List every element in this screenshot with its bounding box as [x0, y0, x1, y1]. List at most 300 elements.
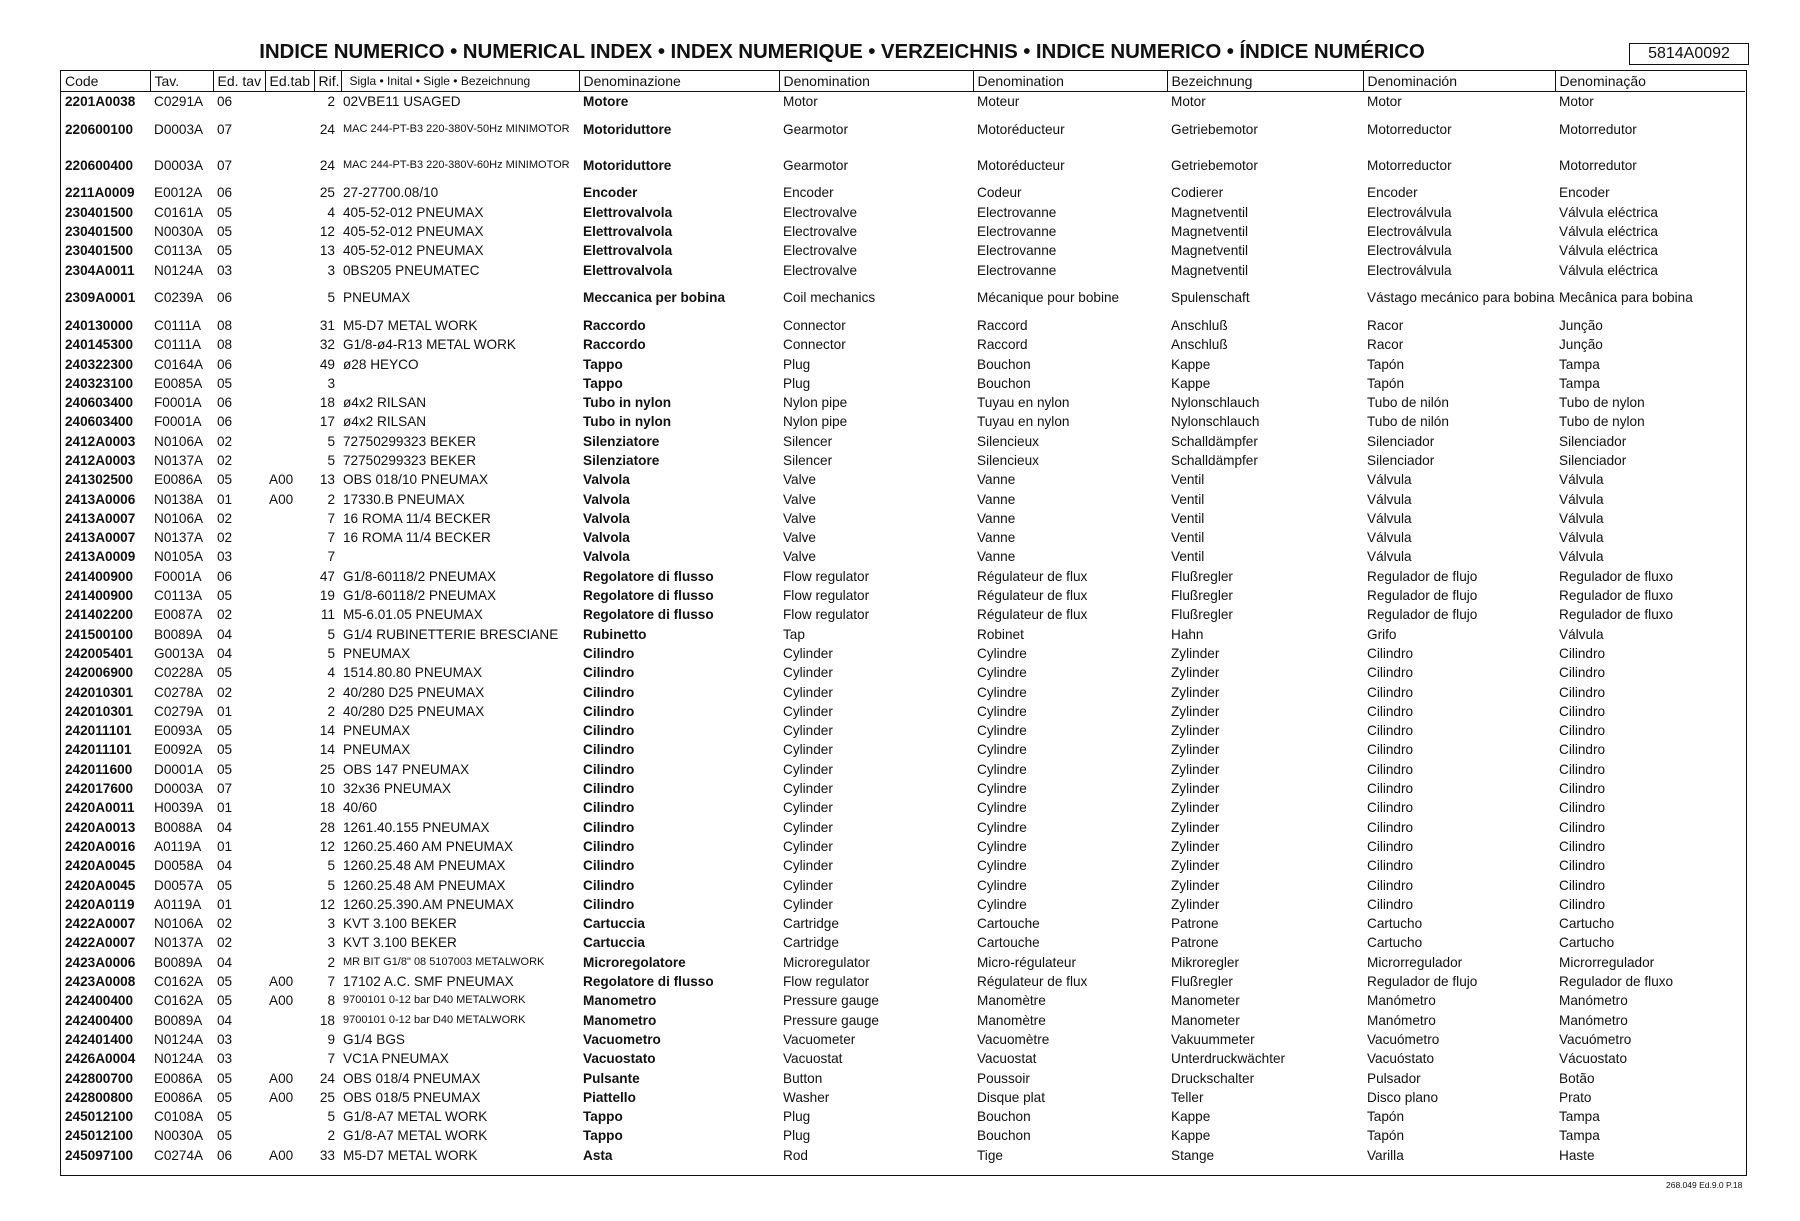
- cell-ed-tav: 05: [217, 1109, 233, 1125]
- cell-bezeichnung: Getriebemotor: [1171, 121, 1258, 137]
- cell-denominacao: Silenciador: [1559, 453, 1627, 468]
- cell-denomination-en: Plug: [783, 1109, 811, 1125]
- cell-denominazione: Valvola: [583, 472, 630, 488]
- table-row: [61, 528, 1745, 547]
- cell-ed-tab: [265, 586, 314, 605]
- cell-denominacion: Silenciador: [1367, 453, 1435, 468]
- cell-ed-tav: 05: [217, 877, 233, 893]
- cell-code: 2420A0013: [65, 819, 136, 835]
- cell-denominacao: Encoder: [1559, 185, 1610, 201]
- cell-ed-tab: [265, 702, 314, 721]
- cell-denominazione: Microregolatore: [583, 954, 686, 970]
- cell-ed-tav: 05: [217, 1128, 233, 1144]
- cell-denominacion: Cilindro: [1367, 645, 1414, 661]
- cell-ed-tav: 03: [217, 262, 233, 278]
- cell-ed-tab: [265, 1107, 314, 1126]
- cell-denominacion: Vacuóstato: [1367, 1051, 1435, 1067]
- cell-denomination-en: Cylinder: [783, 819, 833, 835]
- cell-ed-tab: [265, 280, 314, 316]
- cell-denominacion: Válvula: [1367, 472, 1412, 488]
- cell-denominazione: Tappo: [583, 356, 623, 372]
- cell-denominacion: Tapón: [1367, 1109, 1405, 1125]
- cell-denomination-en: Valve: [783, 472, 816, 488]
- cell-rif: 24: [319, 1070, 335, 1086]
- cell-bezeichnung: Kappe: [1171, 1109, 1211, 1125]
- cell-ed-tav: 03: [217, 1031, 233, 1047]
- cell-denominacion: Tapón: [1367, 375, 1405, 391]
- cell-ed-tav: 02: [217, 510, 233, 526]
- cell-denomination-fr: Cylindre: [977, 838, 1027, 854]
- column-header-sigla: Sigla • Inital • Sigle • Bezeichnung: [341, 71, 579, 92]
- cell-denominacion: Electroválvula: [1367, 204, 1452, 220]
- cell-denominazione: Regolatore di flusso: [583, 588, 714, 604]
- cell-denomination-en: Flow regulator: [783, 974, 870, 990]
- cell-ed-tab: A00: [269, 1089, 294, 1105]
- cell-denominacao: Válvula: [1559, 510, 1604, 526]
- cell-ed-tab: [265, 393, 314, 412]
- cell-denomination-en: Coil mechanics: [783, 290, 876, 306]
- table-row: [61, 991, 1745, 1010]
- cell-bezeichnung: Flußregler: [1171, 607, 1233, 623]
- cell-code: 2412A0003: [65, 433, 136, 449]
- cell-denominazione: Valvola: [583, 549, 630, 565]
- cell-ed-tav: 06: [217, 185, 233, 201]
- cell-denomination-en: Flow regulator: [783, 568, 870, 584]
- cell-code: 2422A0007: [65, 916, 136, 932]
- cell-rif: 14: [319, 742, 335, 758]
- cell-bezeichnung: Mikroregler: [1171, 954, 1239, 970]
- table-row: [61, 260, 1745, 279]
- cell-denominazione: Asta: [583, 1147, 613, 1163]
- cell-bezeichnung: Zylinder: [1171, 877, 1220, 893]
- cell-ed-tab: [265, 818, 314, 837]
- cell-denomination-fr: Régulateur de flux: [977, 588, 1088, 604]
- cell-denomination-en: Valve: [783, 530, 816, 546]
- cell-tav: E0093A: [154, 723, 203, 739]
- cell-denominacion: Válvula: [1367, 530, 1412, 546]
- cell-denomination-fr: Vanne: [977, 472, 1016, 488]
- cell-ed-tav: 06: [217, 290, 233, 306]
- cell-denominacion: Vacuómetro: [1367, 1031, 1440, 1047]
- cell-code: 2426A0004: [65, 1051, 136, 1067]
- table-row: [61, 222, 1745, 241]
- cell-sigla: ø28 HEYCO: [343, 356, 419, 372]
- cell-denominacao: Tubo de nylon: [1559, 395, 1645, 411]
- cell-denomination-en: Silencer: [783, 433, 833, 449]
- cell-denominacion: Cilindro: [1367, 703, 1414, 719]
- cell-rif: 4: [327, 665, 335, 681]
- cell-denomination-en: Connector: [783, 317, 846, 333]
- cell-denominacion: Motor: [1367, 94, 1402, 110]
- cell-tav: C0113A: [154, 243, 203, 259]
- cell-denominazione: Regolatore di flusso: [583, 974, 714, 990]
- cell-denominacion: Vástago mecánico para bobina: [1367, 290, 1555, 306]
- cell-denomination-en: Cartridge: [783, 935, 839, 951]
- cell-ed-tav: 05: [217, 974, 233, 990]
- cell-bezeichnung: Kappe: [1171, 1128, 1211, 1144]
- cell-denominazione: Tappo: [583, 375, 623, 391]
- cell-sigla: 16 ROMA 11/4 BECKER: [343, 530, 491, 546]
- cell-sigla: PNEUMAX: [343, 290, 411, 306]
- cell-denominacion: Cilindro: [1367, 800, 1414, 816]
- cell-rif: 33: [319, 1147, 335, 1163]
- cell-denominacao: Regulador de fluxo: [1559, 568, 1674, 584]
- cell-ed-tab: [265, 760, 314, 779]
- cell-code: 242011101: [65, 723, 132, 739]
- cell-denominazione: Cilindro: [583, 781, 635, 797]
- cell-denominacao: Cilindro: [1559, 877, 1606, 893]
- cell-denomination-en: Electrovalve: [783, 262, 858, 278]
- cell-denomination-fr: Electrovanne: [977, 243, 1057, 259]
- cell-ed-tab: [265, 663, 314, 682]
- cell-tav: C0162A: [154, 974, 204, 990]
- cell-ed-tav: 01: [217, 491, 233, 507]
- cell-sigla: PNEUMAX: [343, 742, 411, 758]
- cell-denomination-fr: Cylindre: [977, 723, 1027, 739]
- cell-sigla: ø4x2 RILSAN: [343, 414, 427, 430]
- cell-denominacao: Junção: [1559, 317, 1603, 333]
- cell-code: 241400900: [65, 588, 134, 604]
- cell-ed-tav: 05: [217, 993, 233, 1009]
- cell-denomination-en: Valve: [783, 510, 816, 526]
- cell-code: 2413A0007: [65, 510, 136, 526]
- table-row: [61, 1107, 1745, 1126]
- cell-rif: 3: [327, 262, 335, 278]
- cell-rif: 17: [319, 414, 335, 430]
- cell-rif: 28: [319, 819, 335, 835]
- cell-denomination-fr: Tuyau en nylon: [977, 395, 1070, 411]
- cell-rif: 2: [327, 491, 335, 507]
- cell-ed-tab: [265, 222, 314, 241]
- cell-tav: D0003A: [154, 157, 204, 173]
- cell-denominazione: Motore: [583, 94, 629, 110]
- cell-denominazione: Cilindro: [583, 723, 635, 739]
- cell-tav: B0089A: [154, 1012, 203, 1028]
- cell-denomination-fr: Micro-régulateur: [977, 954, 1076, 970]
- cell-sigla: 1260.25.48 AM PNEUMAX: [343, 877, 506, 893]
- cell-ed-tab: [265, 625, 314, 644]
- cell-denominacao: Cilindro: [1559, 645, 1606, 661]
- cell-denomination-en: Encoder: [783, 185, 834, 201]
- cell-rif: 5: [327, 645, 335, 661]
- column-header-ed-tab: Ed.tab: [265, 71, 314, 92]
- cell-denominacion: Regulador de flujo: [1367, 588, 1478, 604]
- cell-ed-tab: [265, 1010, 314, 1029]
- cell-ed-tab: A00: [269, 1147, 294, 1163]
- cell-code: 2413A0009: [65, 549, 136, 565]
- cell-denominazione: Cilindro: [583, 684, 635, 700]
- table-row: [61, 567, 1745, 586]
- table-row: [61, 335, 1745, 354]
- document-number: 5814A0092: [1629, 43, 1749, 65]
- cell-denominazione: Vacuostato: [583, 1051, 656, 1067]
- table-row: [61, 818, 1745, 837]
- cell-code: 241400900: [65, 568, 134, 584]
- cell-bezeichnung: Ventil: [1171, 472, 1205, 488]
- cell-sigla: OBS 018/5 PNEUMAX: [343, 1089, 481, 1105]
- column-header-denomination-en: Denomination: [779, 71, 973, 92]
- cell-denominacion: Regulador de flujo: [1367, 607, 1478, 623]
- cell-denominacao: Cilindro: [1559, 896, 1606, 912]
- cell-ed-tav: 01: [217, 703, 233, 719]
- cell-sigla: 17102 A.C. SMF PNEUMAX: [343, 974, 514, 990]
- cell-sigla: ø4x2 RILSAN: [343, 395, 427, 411]
- cell-denominacion: Varilla: [1367, 1147, 1404, 1163]
- cell-code: 242011600: [65, 761, 133, 777]
- table-row: [61, 895, 1745, 914]
- cell-tav: C0162A: [154, 993, 204, 1009]
- cell-denomination-en: Pressure gauge: [783, 1012, 879, 1028]
- cell-denominacao: Cilindro: [1559, 723, 1606, 739]
- cell-denominacion: Disco plano: [1367, 1089, 1439, 1105]
- page-title: INDICE NUMERICO • NUMERICAL INDEX • INDEX NUMERIQUE • VERZEICHNIS • INDICE NUMERICO • ÍNDICE NUMÉRICO: [259, 40, 1425, 63]
- table-row: [61, 470, 1745, 489]
- cell-denomination-fr: Cylindre: [977, 819, 1027, 835]
- cell-tav: C0291A: [154, 94, 204, 110]
- cell-sigla: M5-6.01.05 PNEUMAX: [343, 607, 483, 623]
- cell-denomination-fr: Electrovanne: [977, 204, 1057, 220]
- cell-code: 240603400: [65, 414, 134, 430]
- cell-ed-tav: 02: [217, 607, 233, 623]
- cell-ed-tab: [265, 241, 314, 260]
- cell-ed-tav: 06: [217, 414, 233, 430]
- cell-tav: F0001A: [154, 568, 202, 584]
- cell-ed-tav: 05: [217, 1070, 233, 1086]
- cell-denominazione: Elettrovalvola: [583, 243, 673, 259]
- cell-sigla: G1/4 BGS: [343, 1031, 405, 1047]
- table-row: [61, 432, 1745, 451]
- cell-tav: N0030A: [154, 224, 204, 240]
- cell-tav: E0012A: [154, 185, 203, 201]
- cell-denomination-fr: Bouchon: [977, 375, 1031, 391]
- cell-denominacion: Cilindro: [1367, 761, 1414, 777]
- cell-rif: 3: [327, 375, 335, 391]
- cell-ed-tab: [265, 374, 314, 393]
- cell-denomination-fr: Cylindre: [977, 781, 1027, 797]
- cell-bezeichnung: Ventil: [1171, 530, 1205, 546]
- table-row: [61, 241, 1745, 260]
- cell-bezeichnung: Zylinder: [1171, 665, 1220, 681]
- cell-tav: E0086A: [154, 1070, 203, 1086]
- cell-rif: 2: [327, 94, 335, 110]
- cell-sigla: MAC 244-PT-B3 220-380V-60Hz MINIMOTOR: [343, 158, 570, 171]
- cell-tav: C0274A: [154, 1147, 204, 1163]
- cell-code: 245097100: [65, 1147, 134, 1163]
- cell-sigla: 405-52-012 PNEUMAX: [343, 204, 484, 220]
- cell-ed-tav: 05: [217, 761, 233, 777]
- cell-tav: C0164A: [154, 356, 204, 372]
- cell-sigla: M5-D7 METAL WORK: [343, 1147, 478, 1163]
- cell-bezeichnung: Nylonschlauch: [1171, 395, 1260, 411]
- cell-ed-tab: [265, 721, 314, 740]
- cell-sigla: 72750299323 BEKER: [343, 453, 477, 468]
- table-row: [61, 702, 1745, 721]
- cell-bezeichnung: Zylinder: [1171, 723, 1220, 739]
- cell-denomination-en: Cylinder: [783, 665, 833, 681]
- cell-denomination-en: Cylinder: [783, 703, 833, 719]
- cell-code: 2423A0006: [65, 954, 136, 970]
- cell-denominazione: Cartuccia: [583, 935, 645, 951]
- cell-ed-tav: 02: [217, 916, 233, 932]
- cell-tav: F0001A: [154, 395, 202, 411]
- cell-denomination-en: Electrovalve: [783, 224, 858, 240]
- cell-code: 2422A0007: [65, 935, 136, 951]
- cell-tav: D0058A: [154, 858, 204, 874]
- cell-code: 241500100: [65, 626, 134, 642]
- cell-tav: N0106A: [154, 510, 204, 526]
- cell-rif: 11: [320, 607, 335, 623]
- cell-sigla: [341, 374, 579, 393]
- page-footer: 268.049 Ed.9.0 P.18: [1666, 1180, 1743, 1190]
- cell-denomination-en: Plug: [783, 1128, 811, 1144]
- cell-ed-tav: 04: [217, 1012, 233, 1028]
- cell-denominacao: Válvula eléctrica: [1559, 243, 1658, 259]
- cell-denominazione: Silenziatore: [583, 433, 660, 449]
- cell-bezeichnung: Patrone: [1171, 935, 1219, 951]
- cell-code: 2413A0006: [65, 491, 136, 507]
- cell-ed-tab: [265, 605, 314, 624]
- cell-rif: 24: [319, 157, 335, 173]
- cell-code: 2420A0011: [65, 800, 135, 816]
- cell-sigla: 40/280 D25 PNEUMAX: [343, 684, 485, 700]
- cell-denomination-fr: Régulateur de flux: [977, 568, 1088, 584]
- cell-sigla: 1260.25.390.AM PNEUMAX: [343, 896, 514, 912]
- column-header-code: Code: [61, 71, 150, 92]
- table-row: [61, 740, 1745, 759]
- cell-tav: C0111A: [154, 317, 202, 333]
- cell-denomination-fr: Cylindre: [977, 896, 1027, 912]
- cell-denomination-en: Nylon pipe: [783, 414, 848, 430]
- cell-ed-tab: [265, 933, 314, 952]
- cell-denominacao: Junção: [1559, 337, 1603, 353]
- cell-rif: 25: [319, 761, 335, 777]
- cell-denominacion: Electroválvula: [1367, 262, 1452, 278]
- cell-ed-tav: 03: [217, 549, 233, 565]
- cell-denominacion: Microrregulador: [1367, 954, 1463, 970]
- cell-ed-tav: 06: [217, 356, 233, 372]
- cell-denomination-en: Electrovalve: [783, 204, 858, 220]
- cell-rif: 5: [327, 1109, 335, 1125]
- table-row: [61, 509, 1745, 528]
- cell-code: 2413A0007: [65, 530, 136, 546]
- cell-sigla: 405-52-012 PNEUMAX: [343, 224, 484, 240]
- cell-denomination-fr: Vacuostat: [977, 1051, 1037, 1067]
- cell-denominazione: Vacuometro: [583, 1031, 661, 1047]
- cell-denominacao: Válvula eléctrica: [1559, 204, 1658, 220]
- cell-denominacao: Silenciador: [1559, 433, 1627, 449]
- cell-rif: 2: [327, 954, 335, 970]
- table-row: [61, 1068, 1745, 1087]
- column-header-rif: Rif.: [314, 71, 341, 92]
- cell-denominacao: Microrregulador: [1559, 954, 1655, 970]
- cell-denomination-fr: Cylindre: [977, 742, 1027, 758]
- cell-denomination-en: Button: [783, 1070, 823, 1086]
- cell-denomination-en: Electrovalve: [783, 243, 858, 259]
- cell-denomination-fr: Moteur: [977, 94, 1020, 110]
- cell-sigla: G1/8-60118/2 PNEUMAX: [343, 568, 497, 584]
- cell-denomination-en: Plug: [783, 375, 811, 391]
- cell-denomination-fr: Cylindre: [977, 858, 1027, 874]
- cell-tav: D0057A: [154, 877, 204, 893]
- cell-ed-tab: [265, 798, 314, 817]
- cell-denomination-en: Cylinder: [783, 781, 833, 797]
- cell-ed-tav: 05: [217, 588, 233, 604]
- cell-rif: 10: [319, 781, 335, 797]
- cell-denominacion: Pulsador: [1367, 1070, 1421, 1086]
- cell-sigla: G1/8-A7 METAL WORK: [343, 1128, 488, 1144]
- cell-denominazione: Cartuccia: [583, 916, 645, 932]
- cell-denomination-en: Pressure gauge: [783, 993, 879, 1009]
- cell-ed-tav: 05: [217, 472, 233, 488]
- table-row: [61, 451, 1745, 470]
- cell-denomination-en: Microregulator: [783, 954, 870, 970]
- cell-ed-tav: 02: [217, 935, 233, 951]
- cell-code: 245012100: [65, 1109, 134, 1125]
- cell-denomination-fr: Codeur: [977, 185, 1022, 201]
- cell-ed-tab: [265, 953, 314, 972]
- cell-bezeichnung: Magnetventil: [1171, 262, 1249, 278]
- cell-denominacion: Regulador de flujo: [1367, 974, 1478, 990]
- cell-rif: 13: [319, 472, 335, 488]
- cell-tav: N0137A: [154, 453, 204, 468]
- table-row: [61, 547, 1745, 566]
- cell-code: 240323100: [65, 375, 134, 391]
- cell-denomination-en: Vacuometer: [783, 1031, 856, 1047]
- cell-denominacion: Cilindro: [1367, 684, 1414, 700]
- cell-denominacao: Regulador de fluxo: [1559, 607, 1674, 623]
- table-row: [61, 374, 1745, 393]
- cell-denomination-fr: Cylindre: [977, 800, 1027, 816]
- cell-tav: N0124A: [154, 262, 204, 278]
- table-row: [61, 203, 1745, 222]
- table-row: [61, 779, 1745, 798]
- cell-denominacao: Cilindro: [1559, 781, 1606, 797]
- cell-tav: N0137A: [154, 935, 204, 951]
- cell-bezeichnung: Anschluß: [1171, 317, 1228, 333]
- cell-denominazione: Tubo in nylon: [583, 414, 672, 430]
- cell-denominacion: Racor: [1367, 317, 1404, 333]
- cell-denomination-fr: Electrovanne: [977, 224, 1057, 240]
- cell-denominacao: Válvula: [1559, 491, 1604, 507]
- table-row: [61, 837, 1745, 856]
- cell-ed-tab: A00: [269, 472, 294, 488]
- cell-sigla: G1/8-60118/2 PNEUMAX: [343, 588, 497, 604]
- cell-bezeichnung: Motor: [1171, 94, 1206, 110]
- cell-denomination-en: Gearmotor: [783, 157, 848, 173]
- cell-denominacion: Tubo de nilón: [1367, 395, 1449, 411]
- cell-denomination-fr: Electrovanne: [977, 262, 1057, 278]
- cell-bezeichnung: Flußregler: [1171, 974, 1233, 990]
- cell-rif: 7: [327, 1051, 335, 1067]
- cell-sigla: 1260.25.48 AM PNEUMAX: [343, 858, 506, 874]
- cell-denomination-en: Cylinder: [783, 761, 833, 777]
- cell-denominacao: Cilindro: [1559, 819, 1606, 835]
- cell-denominacao: Cilindro: [1559, 838, 1606, 854]
- cell-rif: 7: [327, 530, 335, 546]
- cell-rif: 5: [327, 433, 335, 449]
- cell-bezeichnung: Kappe: [1171, 375, 1211, 391]
- cell-denominazione: Valvola: [583, 530, 630, 546]
- cell-denominazione: Cilindro: [583, 761, 635, 777]
- cell-denominazione: Motoriduttore: [583, 157, 672, 173]
- cell-tav: C0108A: [154, 1109, 204, 1125]
- cell-denominacao: Cilindro: [1559, 761, 1606, 777]
- cell-bezeichnung: Magnetventil: [1171, 224, 1249, 240]
- cell-code: 240130000: [65, 317, 134, 333]
- cell-bezeichnung: Zylinder: [1171, 703, 1220, 719]
- cell-denominacao: Válvula: [1559, 530, 1604, 546]
- cell-ed-tab: [265, 203, 314, 222]
